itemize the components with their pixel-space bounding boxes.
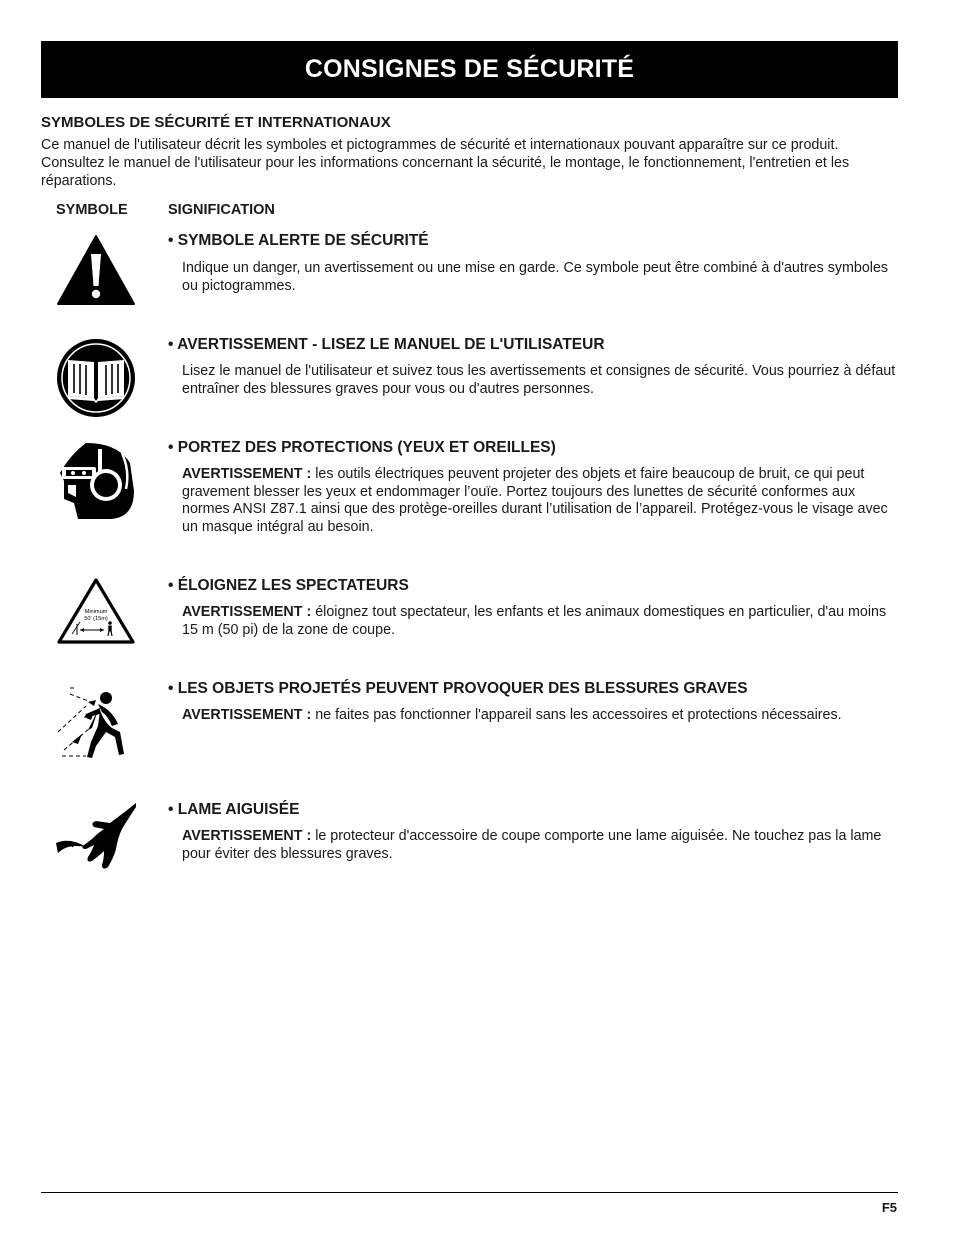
- safety-alert-triangle-icon: [56, 234, 136, 306]
- minimum-label: Minimum: [84, 609, 108, 615]
- symbol-title: • AVERTISSEMENT - LISEZ LE MANUEL DE L'UTILISATEUR: [168, 336, 605, 353]
- read-manual-icon: [56, 338, 136, 418]
- sharp-blade-icon: [56, 801, 138, 871]
- symbol-title: • ÉLOIGNEZ LES SPECTATEURS: [168, 577, 409, 594]
- symbol-title: • LES OBJETS PROJETÉS PEUVENT PROVOQUER DES BLESSURES GRAVES: [168, 680, 748, 697]
- thrown-objects-icon: [56, 682, 136, 764]
- symbol-title: • LAME AIGUISÉE: [168, 801, 300, 818]
- footer-divider: [41, 1192, 898, 1193]
- page-title: CONSIGNES DE SÉCURITÉ: [304, 55, 635, 83]
- distance-label: 50' (15m): [84, 616, 108, 622]
- keep-bystanders-away-icon: [56, 577, 136, 645]
- section-title: SYMBOLES DE SÉCURITÉ ET INTERNATIONAUX: [41, 114, 391, 131]
- symbol-title: • SYMBOLE ALERTE DE SÉCURITÉ: [168, 232, 429, 249]
- symbol-description: Lisez le manuel de l'utilisateur et suivez tous les avertissements et consignes de sécurité. Vous pourriez à défaut entraîner des blessures graves pour vous ou d'autres personnes.: [182, 363, 896, 397]
- intro-paragraph: Ce manuel de l'utilisateur décrit les symboles et pictogrammes de sécurité et internationaux pouvant apparaître sur ce produit. Consultez le manuel de l'utilisateur pour les informations concernant la sécurité, le montage, le fonctionnement, l'entretien et les réparations.: [41, 137, 850, 189]
- eye-ear-protection-icon: [56, 441, 136, 521]
- column-header-meaning: SIGNIFICATION: [168, 202, 275, 218]
- page-number: F5: [881, 1200, 897, 1215]
- title-banner: [41, 41, 898, 98]
- symbol-description: AVERTISSEMENT : le protecteur d'accessoire de coupe comporte une lame aiguisée. Ne touchez pas la lame pour éviter des blessures graves.: [182, 828, 882, 862]
- symbol-description: AVERTISSEMENT : éloignez tout spectateur, les enfants et les animaux domestiques en particulier, d'au moins 15 m (50 pi) de la zone de coupe.: [182, 604, 887, 638]
- column-header-symbol: SYMBOLE: [56, 202, 128, 218]
- symbol-title: • PORTEZ DES PROTECTIONS (YEUX ET OREILLES): [168, 439, 556, 456]
- symbol-description: AVERTISSEMENT : ne faites pas fonctionner l'appareil sans les accessoires et protections nécessaires.: [182, 707, 842, 723]
- symbol-description: AVERTISSEMENT : les outils électriques peuvent projeter des objets et faire beaucoup de bruit, ce qui peut gravement blesser les yeux et endommager l’ouïe. Portez toujours des lunettes de sécurité conformes aux normes ANSI Z87.1 ainsi que des protège-oreilles durant l’utilisation de l’appareil. Protégez-vous le visage avec un masque intégral au besoin.: [182, 466, 888, 535]
- symbol-description: Indique un danger, un avertissement ou une mise en garde. Ce symbole peut être combiné à d'autres symboles ou pictogrammes.: [182, 260, 889, 294]
